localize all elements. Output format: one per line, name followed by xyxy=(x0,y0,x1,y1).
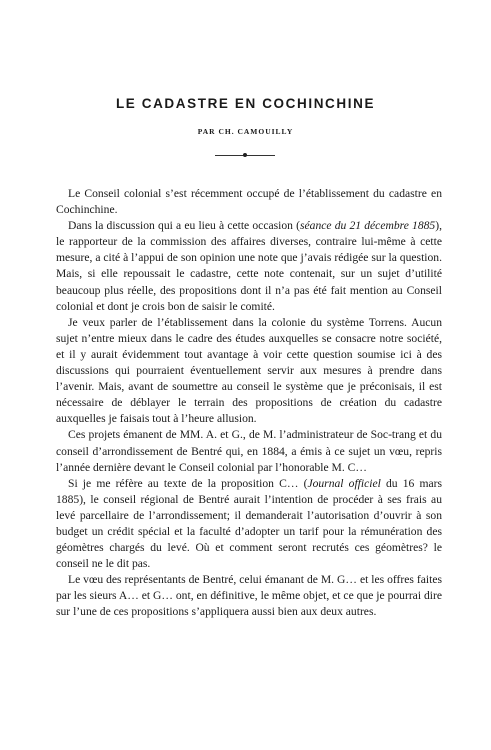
paragraph-text: Je veux parler de l’établissement dans la colonie du système Torrens. Aucun sujet n’entre mieux dans le cadre des études auxquelles se consacre notre société, et il y aurait évidemment tout avantage à voir cette question soumise ici à des discussions qui pourraient éventuellement servir aux mesures à prendre dans l’avenir. Mais, avant de soumettre au conseil le système que je préconisais, il est nécessaire de déblayer le terrain des propositions de création du cadastre auxquelles je faisais tout à l’heure allusion. xyxy=(56,315,442,426)
italic-text: Journal officiel xyxy=(307,476,381,490)
paragraph xyxy=(56,315,442,428)
paragraph xyxy=(56,476,442,573)
paragraph-text: Le Conseil colonial s’est récemment occupé de l’établissement du cadastre en Cochinchine. xyxy=(56,187,442,217)
italic-text: séance du 21 décembre 1885 xyxy=(299,219,436,233)
paragraph-text: Dans la discussion qui a eu lieu à cette occasion ( xyxy=(68,219,300,233)
paragraph-text: Le vœu des représentants de Bentré, celui émanant de M. G… et les offres faites par les sieurs A… et G… ont, en définitive, le même objet, et ce que je pourrai dire sur l’une de ces propositions s’appliquera aussi bien aux deux autres. xyxy=(56,573,442,619)
paragraph-text: Si je me réfère au texte de la proposition C… ( xyxy=(68,476,308,490)
article-byline: PAR CH. CAMOUILLY xyxy=(197,127,294,136)
paragraph xyxy=(56,572,442,620)
paragraph-text: du 16 mars 1885), le conseil régional de Bentré aurait l’intention de procéder à ses frais au levé parcellaire de l’arrondissement; il demanderait l’autorisation d’ouvrir à son budget un crédit spécial et la faculté d’adopter un tarif pour la rémunération des géomètres chargés du levé. Où et comment seront recrutés ces géomètres? le conseil ne le dit pas. xyxy=(56,476,442,571)
article-body xyxy=(56,186,442,621)
divider-ornament-icon xyxy=(243,153,247,157)
article-title: LE CADASTRE EN COCHINCHINE xyxy=(115,96,376,111)
paragraph xyxy=(56,218,442,315)
paragraph xyxy=(56,427,442,475)
paragraph-text: ), le rapporteur de la commission des affaires diverses, contraire lui-même à cette mesure, a cité à l’appui de son opinion une note que j’avais rédigée sur la question. Mais, si elle repoussait le cadastre, cette note contenait, sur un sujet d’utilité beaucoup plus réelle, des propositions dont il n’a pas été fait mention au Conseil colonial et dont je crois bon de saisir le comité. xyxy=(56,219,442,313)
paragraph xyxy=(56,186,442,218)
paragraph-text: Ces projets émanent de MM. A. et G., de M. l’administrateur de Soc-trang et du conseil d’arrondissement de Bentré qui, en 1884, a émis à ce sujet un vœu, repris l’année dernière devant le Conseil colonial par l’honorable M. C… xyxy=(56,428,442,474)
